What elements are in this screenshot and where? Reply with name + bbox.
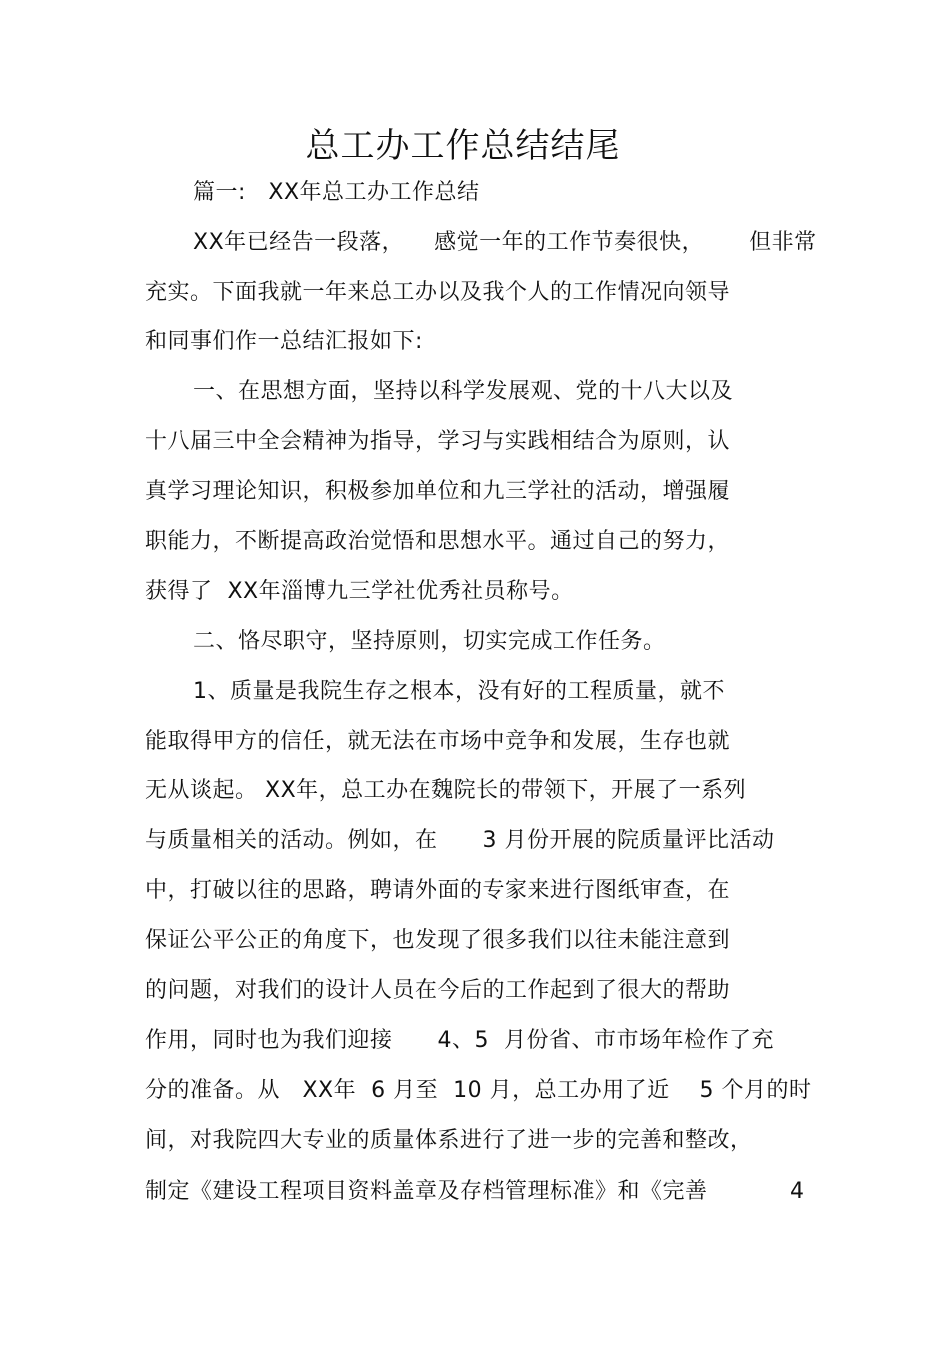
paragraph-line: 十八届三中全会精神为指导，学习与实践相结合为原则，认	[145, 429, 731, 454]
paragraph-line: 充实。下面我就一年来总工办以及我个人的工作情况向领导	[145, 280, 731, 305]
paragraph-line: 真学习理论知识，积极参加单位和九三学社的活动，增强履	[145, 479, 731, 504]
paragraph-line: 作用，同时也为我们迎接 4、5 月份省、市市场年检作了充	[145, 1028, 774, 1053]
paragraph-line: 制定《建设工程项目资料盖章及存档管理标准》和《完善	[145, 1179, 708, 1204]
paragraph-line: 1、质量是我院生存之根本，没有好的工程质量，就不	[193, 679, 725, 704]
paragraph-line: 与质量相关的活动。例如，在 3 月份开展的院质量评比活动	[145, 828, 775, 853]
paragraph-line: 的问题，对我们的设计人员在今后的工作起到了很大的帮助	[145, 978, 731, 1003]
paragraph-line: 职能力，不断提高政治觉悟和思想水平。通过自己的努力，	[145, 529, 731, 554]
paragraph-line: 分的准备。从 XX年 6 月至 10 月，总工办用了近 5 个月的时	[145, 1078, 812, 1103]
paragraph-line: 能取得甲方的信任，就无法在市场中竞争和发展，生存也就	[145, 729, 731, 754]
document-title: 总工办工作总结结尾	[305, 126, 621, 166]
page-number: 4	[790, 1179, 804, 1204]
paragraph-line: 一、在思想方面，坚持以科学发展观、党的十八大以及	[193, 379, 734, 404]
section-heading: 篇一: XX年总工办工作总结	[193, 180, 480, 205]
paragraph-line: 保证公平公正的角度下，也发现了很多我们以往未能注意到	[145, 928, 731, 953]
paragraph-line: 间，对我院四大专业的质量体系进行了进一步的完善和整改，	[145, 1128, 753, 1153]
paragraph-line: XX年已经告一段落， 感觉一年的工作节奏很快， 但非常	[193, 230, 817, 255]
paragraph-line: 获得了 XX年淄博九三学社优秀社员称号。	[145, 579, 574, 604]
paragraph-line: 和同事们作一总结汇报如下:	[145, 329, 423, 354]
paragraph-line: 中，打破以往的思路，聘请外面的专家来进行图纸审查，在	[145, 878, 731, 903]
paragraph-line: 无从谈起。 XX年，总工办在魏院长的带领下，开展了一系列	[145, 778, 747, 803]
paragraph-line: 二、恪尽职守，坚持原则，切实完成工作任务。	[193, 629, 666, 654]
